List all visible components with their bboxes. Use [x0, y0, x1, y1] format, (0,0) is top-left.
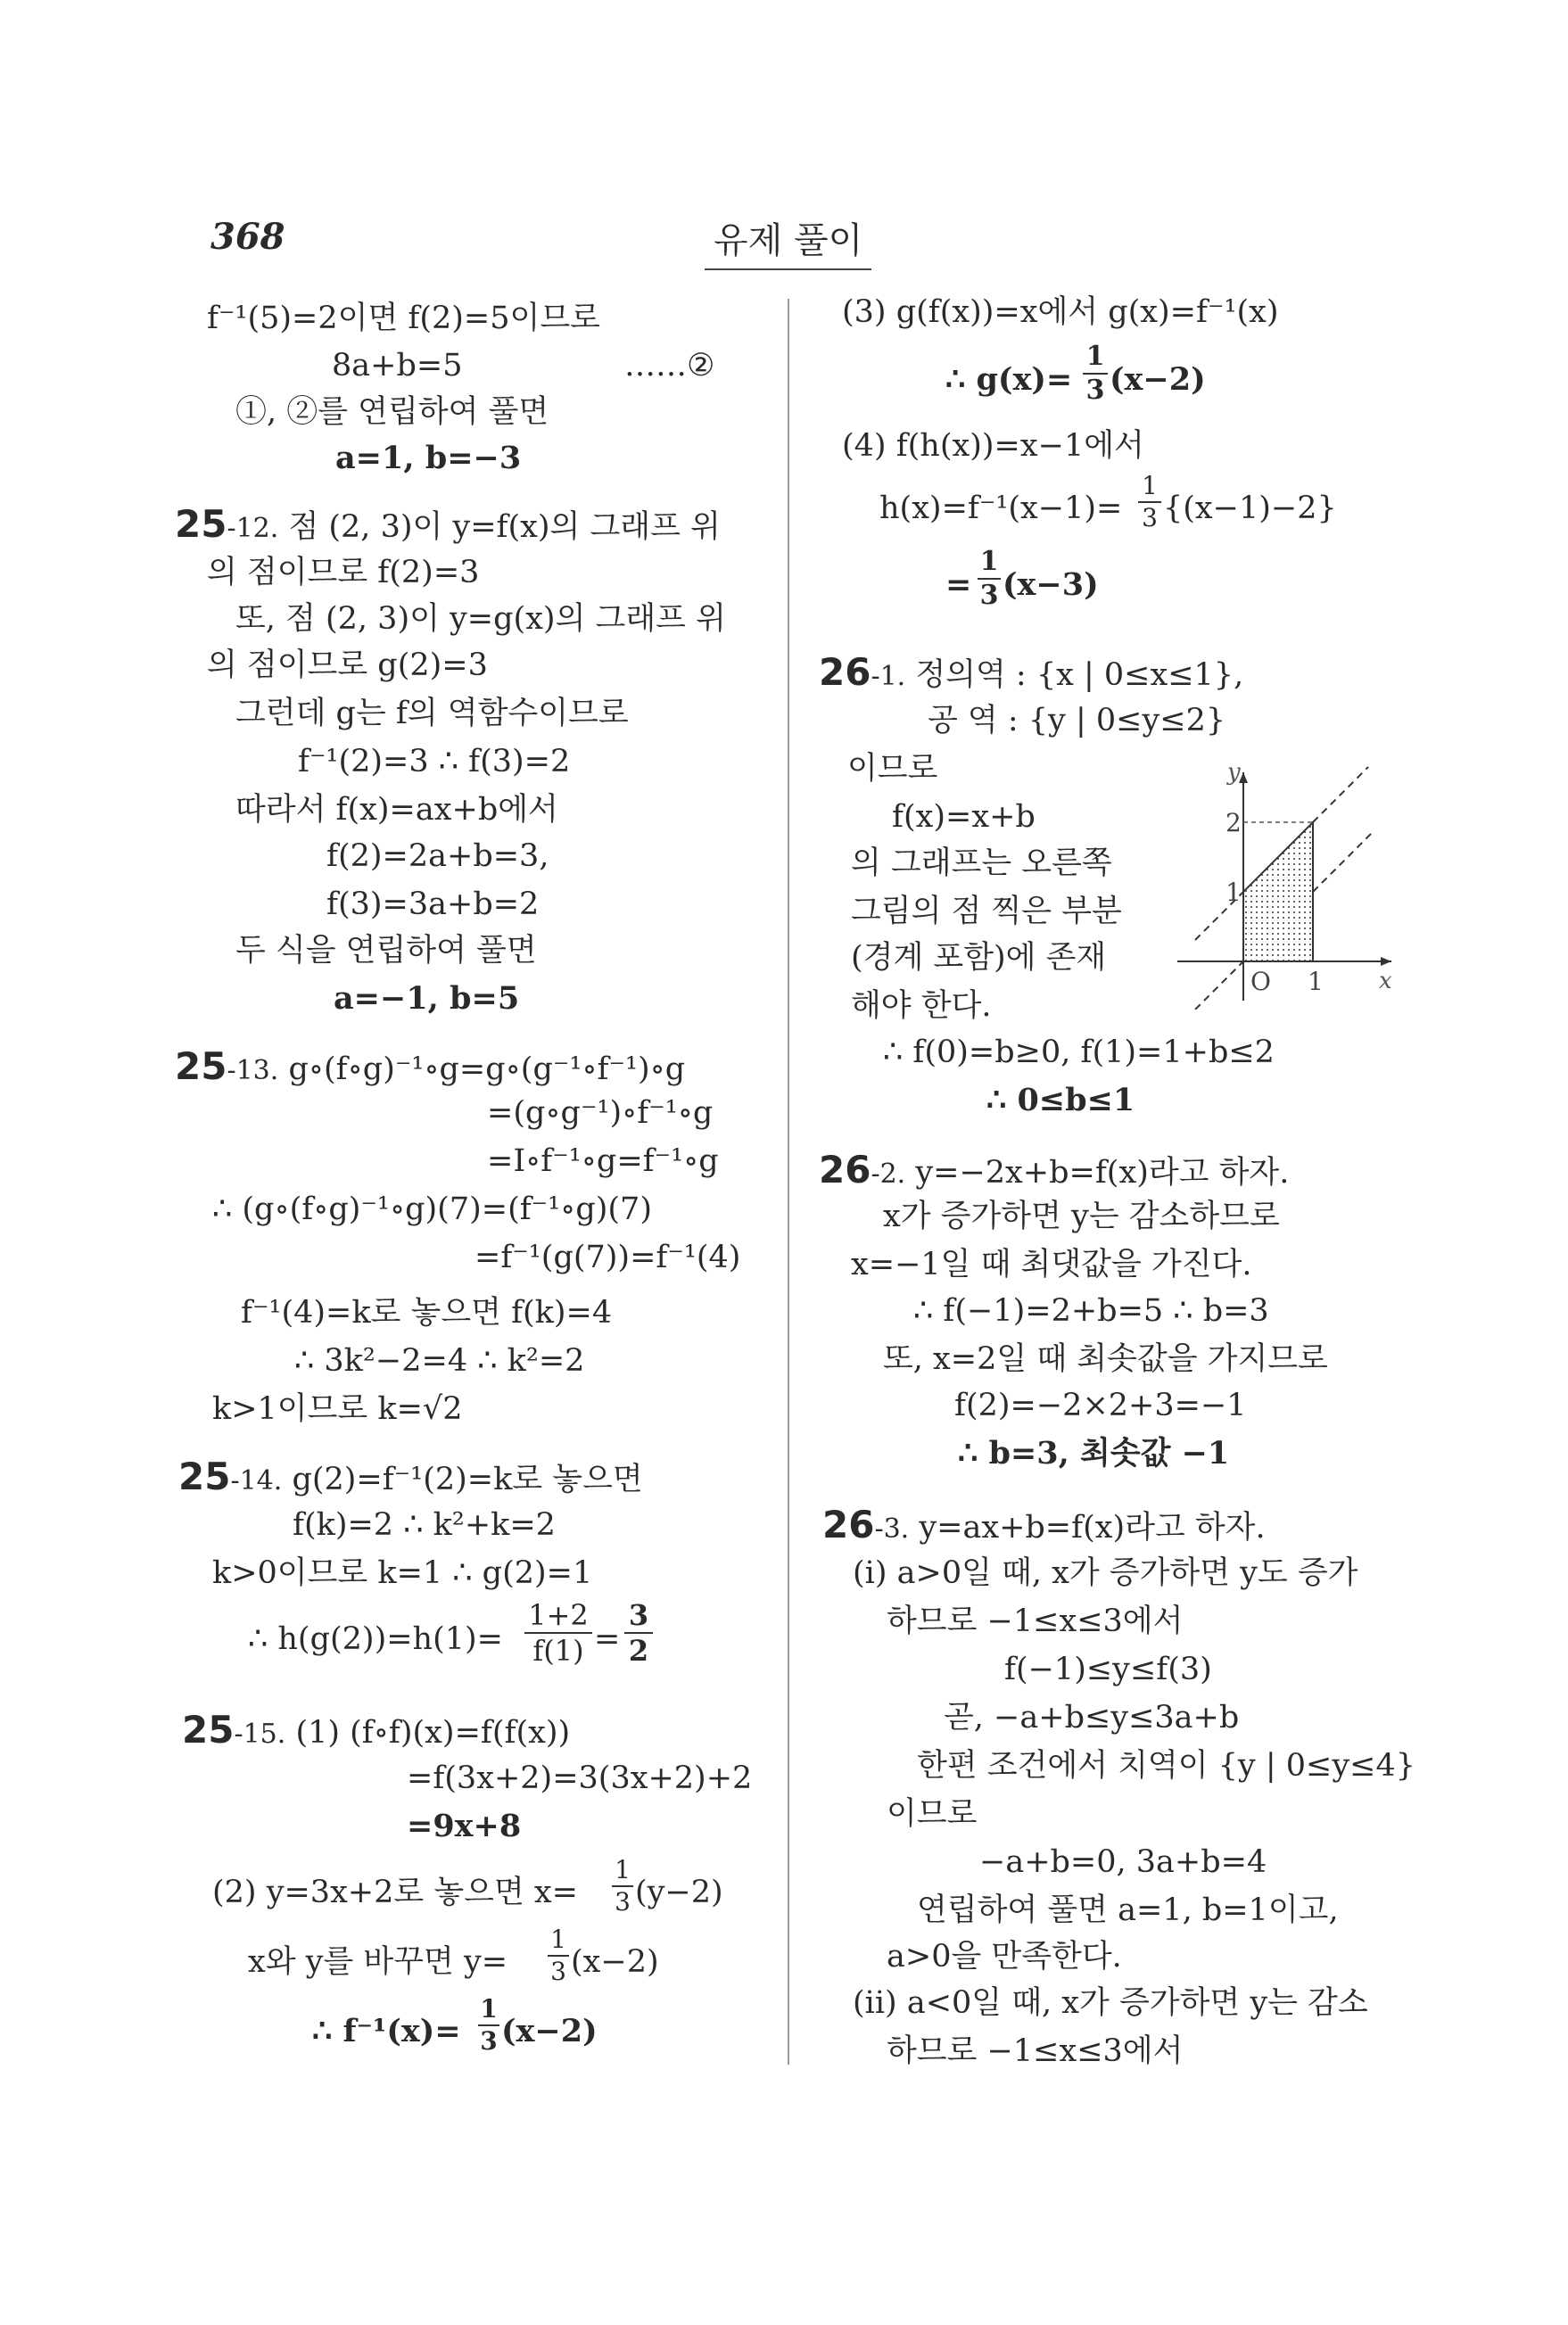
text-line: 점 (2, 3)이 y=f(x)의 그래프 위 [288, 509, 721, 545]
problem-sub: -12. [227, 513, 279, 544]
numerator: 1 [1142, 471, 1158, 500]
text-line: (3) g(f(x))=x에서 g(x)=f⁻¹(x) [842, 294, 1279, 330]
origin-label: O [1250, 967, 1271, 996]
denominator: f(1) [524, 1632, 592, 1668]
text-line: k>0이므로 k=1 ∴ g(2)=1 [212, 1555, 593, 1591]
problem-number [175, 1045, 685, 1092]
denominator: 2 [624, 1632, 653, 1668]
text-line: =I∘f⁻¹∘g=f⁻¹∘g [487, 1143, 719, 1179]
line-upper-ext [1313, 767, 1368, 822]
text-line: ∴ f(0)=b≥0, f(1)=1+b≤2 [883, 1035, 1275, 1070]
numerator: 1 [550, 1925, 566, 1954]
text-line: 하므로 −1≤x≤3에서 [887, 1604, 1184, 1639]
text-line: =(g∘g⁻¹)∘f⁻¹∘g [487, 1095, 714, 1131]
page-title: 유제 풀이 [705, 212, 871, 270]
text-line: (i) a>0일 때, x가 증가하면 y도 증가 [853, 1555, 1358, 1591]
answer: = [945, 566, 972, 603]
problem-number [822, 1504, 1266, 1551]
fraction [624, 1598, 653, 1668]
text-line: 정의역 : {x | 0≤x≤1}, [915, 657, 1244, 693]
answer: a=−1, b=5 [334, 980, 520, 1017]
answer: (x−2) [1110, 361, 1206, 398]
text-line: =f(3x+2)=3(3x+2)+2 [407, 1760, 753, 1796]
problem-sub: -13. [227, 1055, 279, 1086]
text-line: 하므로 −1≤x≤3에서 [887, 2033, 1184, 2069]
numerator: 3 [628, 1598, 649, 1632]
text-line: 이므로 [887, 1796, 978, 1832]
problem-main: 26 [822, 1503, 875, 1546]
tick-label-x1: 1 [1308, 967, 1324, 996]
text-line: y=ax+b=f(x)라고 하자. [919, 1510, 1266, 1546]
text-line: g(2)=f⁻¹(2)=k로 놓으면 [292, 1462, 643, 1497]
answer: (x−2) [501, 2013, 598, 2049]
text-line: (경계 포함)에 존재 [851, 940, 1107, 976]
denominator: 3 [1138, 501, 1161, 533]
numerator: 1+2 [528, 1598, 589, 1632]
text-line: 의 점이므로 f(2)=3 [207, 555, 480, 590]
problem-number [175, 503, 721, 550]
answer: =9x+8 [407, 1808, 522, 1844]
problem-sub: -2. [871, 1158, 906, 1190]
answer: ∴ b=3, 최솟값 −1 [958, 1435, 1230, 1472]
line-lower-ext [1313, 831, 1374, 892]
text-line: x와 y를 바꾸면 y= [248, 1944, 508, 1980]
problem-number [819, 651, 1243, 698]
text-line: ∴ h(g(2))=h(1)= [248, 1621, 503, 1657]
x-axis-label: x [1379, 968, 1392, 994]
text-line: ①, ②를 연립하여 풀면 [235, 394, 549, 430]
text-line: f(−1)≤y≤f(3) [1004, 1652, 1212, 1687]
numerator: 1 [1085, 341, 1105, 372]
answer: ∴ 0≤b≤1 [986, 1082, 1135, 1118]
fraction [548, 1925, 569, 1987]
y-axis-label: y [1227, 760, 1241, 786]
denominator: 3 [548, 1955, 569, 1987]
text-line: 공 역 : {y | 0≤y≤2} [928, 703, 1226, 738]
fraction [978, 546, 1001, 612]
denominator: 3 [1083, 373, 1108, 407]
text-line: (2) y=3x+2로 놓으면 x= [212, 1875, 578, 1910]
text-line: 또, x=2일 때 최솟값을 가지므로 [883, 1341, 1328, 1377]
fraction [478, 1994, 499, 2057]
text-line: (ii) a<0일 때, x가 증가하면 y는 감소 [853, 1985, 1368, 2021]
text-line: f⁻¹(5)=2이면 f(2)=5이므로 [207, 301, 600, 336]
shaded-region [1243, 822, 1313, 961]
problem-main: 26 [819, 1148, 871, 1191]
text-line: 해야 한다. [851, 988, 992, 1024]
x-axis-arrow-icon [1381, 957, 1391, 966]
problem-sub: -15. [234, 1719, 286, 1750]
text-line: −a+b=0, 3a+b=4 [979, 1844, 1267, 1880]
denominator: 3 [978, 578, 1001, 612]
problem-main: 26 [819, 650, 871, 694]
numerator: 1 [979, 546, 999, 577]
text-line: 의 점이므로 g(2)=3 [207, 647, 488, 683]
tick-label-y1: 1 [1226, 878, 1242, 907]
numerator: 1 [480, 1994, 498, 2024]
problem-number [819, 1149, 1289, 1196]
line-lower-ext [1195, 961, 1243, 1010]
text-line: 의 그래프는 오른쪽 [851, 845, 1112, 881]
text-line: a>0을 만족한다. [887, 1939, 1122, 1975]
fraction [612, 1855, 633, 1917]
fraction [524, 1598, 592, 1668]
text-line: 8a+b=5 [332, 348, 463, 383]
text-line: 한편 조건에서 치역이 {y | 0≤y≤4} [917, 1748, 1415, 1784]
tick-label-y2: 2 [1226, 808, 1242, 837]
text-line: (4) f(h(x))=x−1에서 [842, 428, 1144, 464]
equation-marker: ……② [624, 348, 715, 383]
denominator: 3 [612, 1885, 633, 1917]
text-line: g∘(f∘g)⁻¹∘g=g∘(g⁻¹∘f⁻¹)∘g [288, 1051, 686, 1087]
numerator: 1 [615, 1855, 631, 1884]
text-line: f(2)=−2×2+3=−1 [954, 1388, 1247, 1423]
text-line: f(k)=2 ∴ k²+k=2 [293, 1507, 556, 1543]
equals-sign: = [594, 1621, 621, 1657]
problem-main: 25 [178, 1455, 231, 1498]
answer: a=1, b=−3 [335, 440, 522, 476]
text-line: ∴ 3k²−2=4 ∴ k²=2 [294, 1343, 585, 1379]
problem-number [178, 1455, 643, 1503]
problem-number [182, 1709, 570, 1756]
page-number: 368 [210, 216, 285, 258]
text-line: f⁻¹(2)=3 ∴ f(3)=2 [298, 744, 571, 779]
text-line: k>1이므로 k=√2 [212, 1391, 463, 1427]
text-line: 또, 점 (2, 3)이 y=g(x)의 그래프 위 [235, 601, 726, 637]
column-divider [788, 299, 789, 2065]
problem-main: 25 [175, 502, 227, 546]
problem-sub: -3. [874, 1513, 910, 1545]
fraction [1138, 471, 1161, 533]
answer: (x−3) [1003, 566, 1099, 603]
text-line: x=−1일 때 최댓값을 가진다. [851, 1247, 1252, 1282]
graph-figure [1168, 760, 1400, 1010]
text-line: f(3)=3a+b=2 [326, 886, 540, 922]
text-line: (x−2) [571, 1944, 659, 1980]
text-line: 그런데 g는 f의 역함수이므로 [235, 696, 629, 731]
text-line: ∴ f(−1)=2+b=5 ∴ b=3 [913, 1293, 1269, 1329]
text-line: f(x)=x+b [892, 799, 1036, 835]
text-line: (1) (f∘f)(x)=f(f(x)) [295, 1715, 571, 1751]
fraction [1083, 341, 1108, 407]
text-line: x가 증가하면 y는 감소하므로 [883, 1199, 1280, 1234]
text-line: (y−2) [635, 1875, 723, 1910]
problem-main: 25 [175, 1044, 227, 1088]
text-line: 곧, −a+b≤y≤3a+b [944, 1700, 1240, 1736]
text-line: {(x−1)−2} [1163, 491, 1337, 526]
problem-main: 25 [182, 1708, 235, 1752]
text-line: y=−2x+b=f(x)라고 하자. [915, 1155, 1290, 1191]
text-line: f⁻¹(4)=k로 놓으면 f(k)=4 [241, 1295, 613, 1331]
text-line: 그림의 점 찍은 부분 [851, 894, 1122, 929]
denominator: 3 [478, 2024, 499, 2057]
answer: ∴ g(x)= [945, 361, 1073, 398]
text-line: 두 식을 연립하여 풀면 [235, 933, 537, 969]
text-line: 연립하여 풀면 a=1, b=1이고, [917, 1892, 1339, 1928]
text-line: =f⁻¹(g(7))=f⁻¹(4) [475, 1240, 741, 1275]
problem-sub: -1. [871, 661, 906, 692]
text-line: 따라서 f(x)=ax+b에서 [235, 792, 558, 828]
text-line: 이므로 [847, 751, 938, 787]
text-line: ∴ (g∘(f∘g)⁻¹∘g)(7)=(f⁻¹∘g)(7) [212, 1191, 652, 1227]
answer: ∴ f⁻¹(x)= [312, 2013, 461, 2049]
text-line: h(x)=f⁻¹(x−1)= [879, 491, 1123, 526]
problem-sub: -14. [230, 1465, 283, 1496]
text-line: f(2)=2a+b=3, [326, 838, 549, 874]
